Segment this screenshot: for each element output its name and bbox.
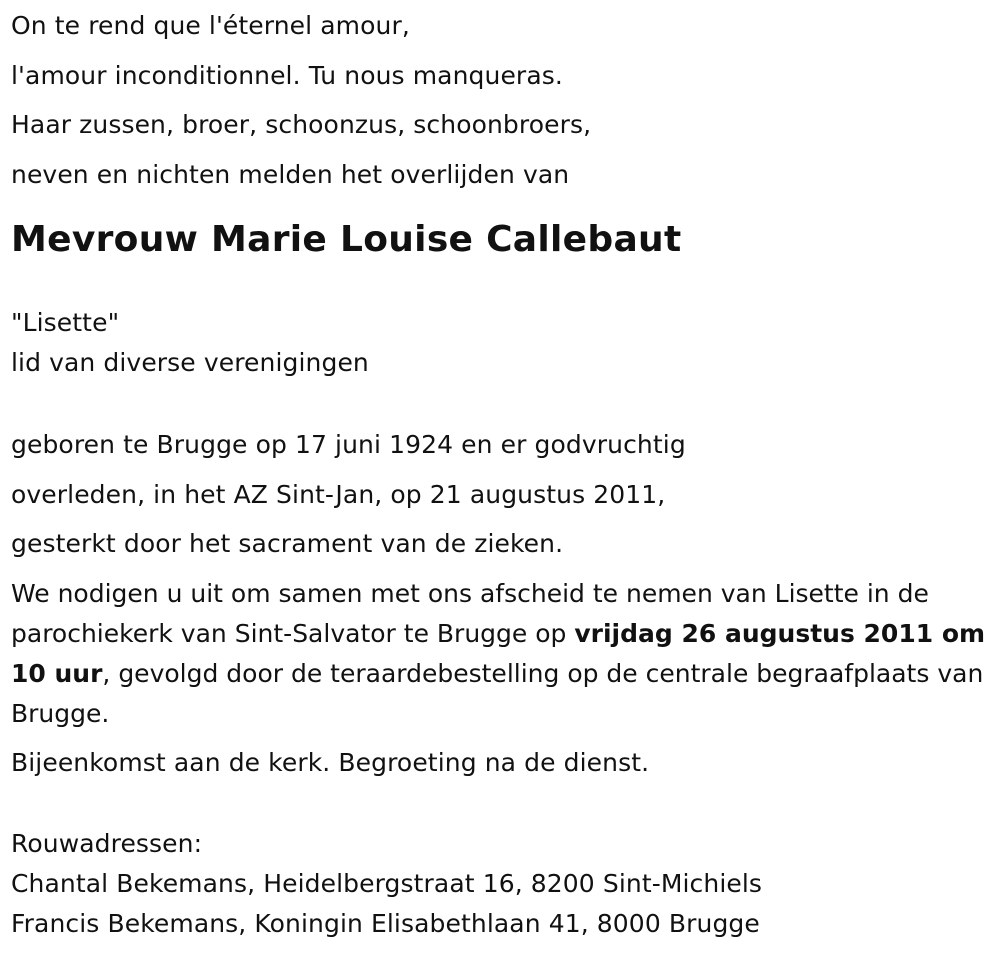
funeral-invitation [11,574,996,734]
intro-line: On te rend que l'éternel amour, [11,11,410,40]
nickname: "Lisette" [11,308,120,337]
meeting-text: Bijeenkomst aan de kerk. Begroeting na de dienst. [11,747,650,777]
intro-line: Haar zussen, broer, schoonzus, schoonbroers, [11,110,592,139]
intro-line: l'amour inconditionnel. Tu nous manqueras. [11,60,563,90]
obituary-notice [11,0,996,944]
invitation-text: We nodigen u uit om samen met ons afscheid te nemen van Lisette in de parochiekerk van Sint-Salvator te Brugge op [11,578,929,648]
nickname-block [11,303,996,383]
dates-line: overleden, in het AZ Sint-Jan, op 21 augustus 2011, [11,479,666,509]
deceased-name: Mevrouw Marie Louise Callebaut [11,219,682,260]
address-entry: Chantal Bekemans, Heidelbergstraat 16, 8200 Sint-Michiels [11,868,763,898]
mourning-addresses [11,824,996,944]
meeting-block [11,743,996,783]
dates-line: geboren te Brugge op 17 juni 1924 en er godvruchtig [11,430,686,459]
address-entry: Francis Bekemans, Koningin Elisabethlaan 41, 8000 Brugge [11,908,760,938]
addresses-heading: Rouwadressen: [11,828,203,858]
dates-line: gesterkt door het sacrament van de zieken. [11,529,564,558]
description: lid van diverse verenigingen [11,348,369,377]
service-datetime: vrijdag 26 augustus 2011 om 10 uur [11,618,986,688]
invitation-text-end: , gevolgd door de teraardebestelling op de centrale begraafplaats van Brugge. [11,658,984,728]
intro-poem [11,6,996,204]
intro-line: neven en nichten melden het overlijden van [11,159,570,189]
birth-death-block [11,425,996,574]
